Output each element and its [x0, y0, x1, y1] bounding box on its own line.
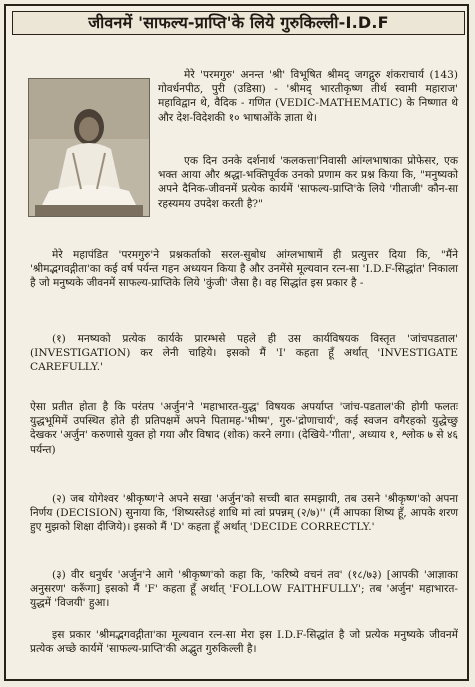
swami-photo — [28, 78, 150, 217]
arjuna-paragraph: ऐसा प्रतीत होता है कि परंतप 'अर्जुन'ने 'महाभारत-युद्ध' विषयक अपर्याप्त 'जांच-पडताल'की होगी फलतः युद्धभूमिमें उपस्थित होते ही प्रतिपक्षमें अपने पितामह-'भीष्म', गुरु-'द्रोणाचार्य', कई स्वजन वगैरहको युद्धेच्छु देखकर 'अर्जुन' करुणासे युक्त हो गया और विषाद (शोक) करने लगा। (देखिये-'गीता', अध्याय १, श्लोक ७ से ४६ पर्यन्त) — [30, 401, 458, 456]
visit-paragraph: एक दिन उनके दर्शनार्थ 'कलकत्ता'निवासी आंग्लभाषाका प्रोफेसर, एक भक्त आया और श्रद्धा-भक्तिपूर्वक उनको प्रणाम कर प्रश्न किया कि, "मनुष्यको अपने दैनिक-जीवनमें प्रत्येक कार्यमें 'साफल्य-प्राप्ति'के लिये 'गीताजी' कौन-सा रहस्यमय उपदेश करती है?" — [158, 155, 458, 210]
page-title: जीवनमें 'साफल्य-प्राप्ति'के लिये गुरुकिल्ली-I.D.F — [12, 11, 465, 35]
point-one-paragraph: (१) मनष्यको प्रत्येक कार्यके प्रारम्भसे पहले ही उस कार्यविषयक विस्तृत 'जांचपडताल' (INVESTIGATION) कर लेनी चाहिये। इसको मैं 'I' कहता हूँ अर्थात् 'INVESTIGATE CAREFULLY.' — [30, 333, 458, 374]
document-frame — [4, 4, 469, 681]
conclusion-paragraph: इस प्रकार 'श्रीमद्भगवद्गीता'का मूल्यवान रत्न-सा मेरा इस I.D.F-सिद्धांत है जो प्रत्येक मनुष्यके जीवनमें प्रत्येक अच्छे कार्यमें 'साफल्य-प्राप्ति'की अद्भुत गुरुकिल्ली है। — [30, 629, 458, 656]
point-two-paragraph: (२) जब योगेश्वर 'श्रीकृष्ण'ने अपने सखा 'अर्जुन'को सच्ची बात समझायी, तब उसने 'श्रीकृष्ण'को अपना निर्णय (DECISION) सुनाया कि, 'शिष्यस्तेऽहं शाधि मां त्वां प्रपन्नम् (२/७)'' (मैं आपका शिष्य हूँ, आपके शरण हुए मुझको शिक्षा दीजिये)। इसको मैं 'D' कहता हूँ अर्थात् 'DECIDE CORRECTLY.' — [30, 493, 458, 534]
point-three-paragraph: (३) वीर धनुर्धर 'अर्जुन'ने आगे 'श्रीकृष्ण'को कहा कि, 'करिष्ये वचनं तव' (१८/७३) [आपकी 'आज्ञाका अनुसरण' करूँगा] इसको मैं 'F' कहता हूँ अर्थात् 'FOLLOW FAITHFULLY'; तब 'अर्जुन' महाभारत-युद्धमें 'विजयी' हुआ। — [30, 569, 458, 610]
intro-paragraph: मेरे 'परमगुरु' अनन्त 'श्री' विभूषित श्रीमद् जगद्गुरु शंकराचार्य (143) गोवर्धनपीठ, पुरी (उडिसा) - 'श्रीमद् भारतीकृष्ण तीर्थ स्वामी महाराज' महाविद्वान थे, वैदिक - गणित (VEDIC-MATHEMATIC) के निष्णात थे और देश-विदेशकी १० भाषाओंके ज्ञाता थे। — [158, 69, 458, 124]
answer-paragraph: मेरे महापंडित 'परमगुरु'ने प्रश्नकर्ताको सरल-सुबोध आंग्लभाषामें ही प्रत्युत्तर दिया कि, "मैंने 'श्रीमद्भगवद्गीता'का कई वर्ष पर्यन्त गहन अध्ययन किया है और उनमेंसे मूल्यवान रत्न-सा 'I.D.F-सिद्धांत' निकाला है जो मनुष्यके जीवनमें साफल्य-प्राप्तिके लिये 'कुंजी' जैसा है। वह सिद्धांत इस प्रकार है - — [30, 249, 458, 290]
